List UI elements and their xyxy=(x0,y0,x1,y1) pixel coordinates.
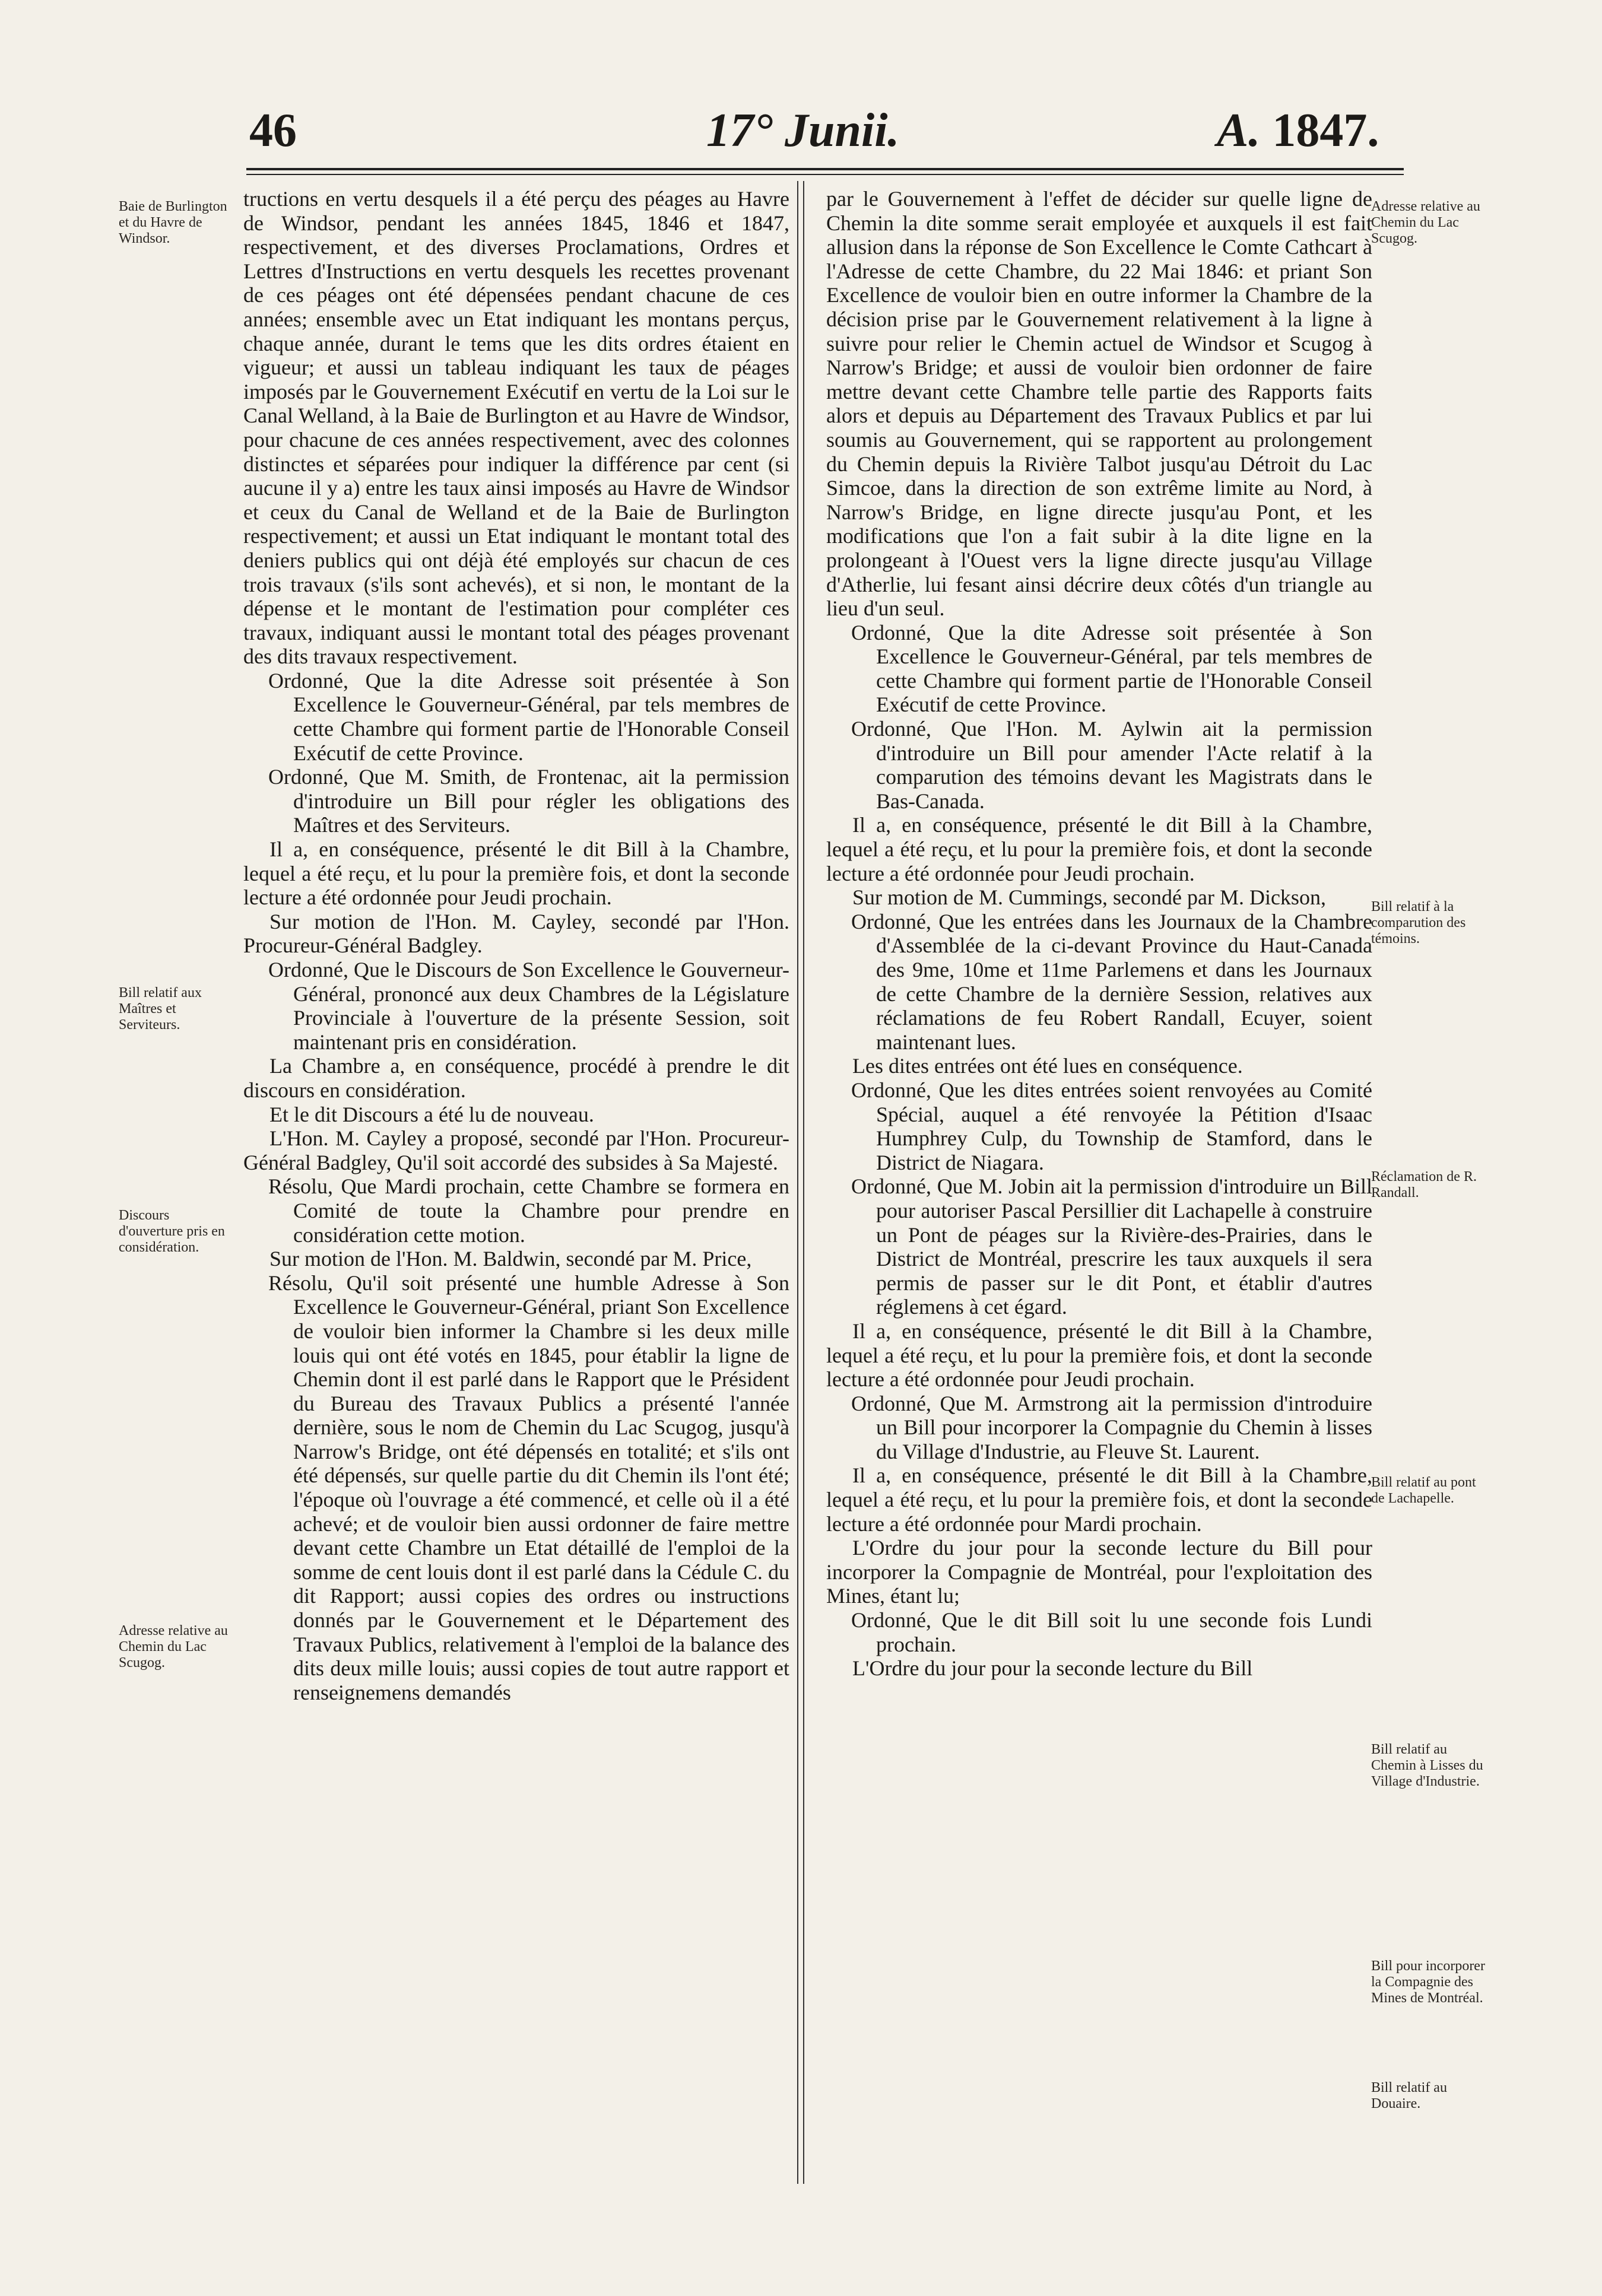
page-date: 17° Junii. xyxy=(706,104,900,157)
paragraph: Il a, en conséquence, présenté le dit Bill à la Chambre, lequel a été reçu, et lu pour la première fois, et dont la seconde lecture a été ordonnée pour Jeudi prochain. xyxy=(826,1319,1372,1392)
paragraph: Sur motion de l'Hon. M. Baldwin, secondé par M. Price, xyxy=(269,1247,752,1271)
column-divider-right xyxy=(803,181,804,2184)
paragraph: Et le dit Discours a été lu de nouveau. xyxy=(269,1102,594,1126)
left-column xyxy=(243,187,789,1704)
margin-note-right: Bill relatif au Chemin à Lisses du Village d'Industrie. xyxy=(1371,1742,1483,1789)
margin-note-right: Bill relatif à la comparution des témoins. xyxy=(1371,899,1466,947)
paragraph: Ordonné, Que le dit Bill soit lu une seconde fois Lundi prochain. xyxy=(851,1608,1372,1656)
paragraph: L'Hon. M. Cayley a proposé, secondé par l'Hon. Procureur-Général Badgley, Qu'il soit accordé des subsides à Sa Majesté. xyxy=(243,1126,789,1174)
margin-note-right: Adresse relative au Chemin du Lac Scugog. xyxy=(1371,199,1480,246)
page-number: 46 xyxy=(249,104,297,157)
margin-note-left: Baie de Burlington et du Havre de Windsor. xyxy=(119,199,227,246)
page-year xyxy=(1217,104,1379,158)
column-divider-left xyxy=(797,181,798,2184)
paragraph: Ordonné, Que la dite Adresse soit présentée à Son Excellence le Gouverneur-Général, par tels membres de cette Chambre qui forment partie de l'Honorable Conseil Exécutif de cette Province. xyxy=(851,620,1372,717)
paragraph: Il a, en conséquence, présenté le dit Bill à la Chambre, lequel a été reçu, et lu pour la première fois, et dont la seconde lecture a été ordonnée pour Jeudi prochain. xyxy=(243,837,789,910)
margin-note-right: Bill pour incorporer la Compagnie des Mines de Montréal. xyxy=(1371,1958,1485,2006)
paragraph: Ordonné, Que M. Armstrong ait la permission d'introduire un Bill pour incorporer la Compagnie du Chemin à lisses du Village d'Industrie, au Fleuve St. Laurent. xyxy=(851,1391,1372,1463)
paragraph: Ordonné, Que la dite Adresse soit présentée à Son Excellence le Gouverneur-Général, par tels membres de cette Chambre qui forment partie de l'Honorable Conseil Exécutif de cette Province. xyxy=(268,668,789,765)
right-column xyxy=(826,187,1372,1681)
paragraph: Ordonné, Que M. Smith, de Frontenac, ait la permission d'introduire un Bill pour régler les obligations des Maîtres et des Serviteurs. xyxy=(268,765,789,837)
margin-note-right: Bill relatif au Douaire. xyxy=(1371,2080,1447,2111)
paragraph: Résolu, Que Mardi prochain, cette Chambre se formera en Comité de toute la Chambre pour prendre en considération cette motion. xyxy=(268,1174,789,1247)
margin-note-left: Adresse relative au Chemin du Lac Scugog. xyxy=(119,1623,228,1671)
paragraph: Ordonné, Que M. Jobin ait la permission d'introduire un Bill pour autoriser Pascal Persillier dit Lachapelle à construire un Pont de péages sur la Rivière-des-Prairies, dans le District de Montréal, prescrire les taux auxquels il sera permis de passer sur le dit Pont, et établir d'autres réglemens à cet égard. xyxy=(851,1174,1372,1319)
year-number: 1847. xyxy=(1272,104,1379,157)
paragraph: Il a, en conséquence, présenté le dit Bill à la Chambre, lequel a été reçu, et lu pour la première fois, et dont la seconde lecture a été ordonnée pour Mardi prochain. xyxy=(826,1463,1372,1536)
paragraph: Ordonné, Que le Discours de Son Excellence le Gouverneur-Général, prononcé aux deux Chambres de la Législature Provinciale à l'ouverture de la présente Session, soit maintenant pris en considération. xyxy=(268,958,789,1054)
margin-note-left: Bill relatif aux Maîtres et Serviteurs. xyxy=(119,985,202,1033)
paragraph: Résolu, Qu'il soit présenté une humble Adresse à Son Excellence le Gouverneur-Général, priant Son Excellence de vouloir bien informer la Chambre si les deux mille louis qui ont été votés en 1845, pour établir la ligne de Chemin dont il est parlé dans le Rapport que le Président du Bureau des Travaux Publics a présenté l'année dernière, sous le nom de Chemin du Lac Scugog, jusqu'à Narrow's Bridge, ont été dépensés en totalité; et s'ils ont été dépensés, sur quelle partie du dit Chemin ils l'ont été; l'époque où l'ouvrage a été commencé, et celle où il a été achevé; et de vouloir bien aussi ordonner de faire mettre devant cette Chambre un Etat détaillé de l'emploi de la somme de cent louis dont il est parlé dans la Cédule C. du dit Rapport; aussi copies des ordres ou instructions donnés par le Gouvernement et le Département des Travaux Publics, relativement à l'emploi de la balance des dits deux mille louis; aussi copies de tout autre rapport et renseignemens demandés xyxy=(268,1271,789,1704)
paragraph: Ordonné, Que les dites entrées soient renvoyées au Comité Spécial, auquel a été renvoyée la Pétition d'Isaac Humphrey Culp, du Township de Stamford, dans le District de Niagara. xyxy=(851,1078,1372,1174)
year-prefix: A. xyxy=(1217,104,1261,157)
paragraph: Sur motion de M. Cummings, secondé par M. Dickson, xyxy=(852,885,1326,910)
paragraph: L'Ordre du jour pour la seconde lecture du Bill pour incorporer la Compagnie de Montréal, pour l'exploitation des Mines, étant lu; xyxy=(826,1536,1372,1608)
page-header xyxy=(0,0,1602,178)
paragraph: L'Ordre du jour pour la seconde lecture du Bill xyxy=(852,1656,1253,1681)
margin-note-right: Bill relatif au pont de Lachapelle. xyxy=(1371,1475,1476,1506)
header-rule-thick xyxy=(246,168,1404,170)
header-rule-thin xyxy=(246,174,1404,175)
paragraph: par le Gouvernement à l'effet de décider sur quelle ligne de Chemin la dite somme serait employée et auxquels il est fait allusion dans la réponse de Son Excellence le Comte Cathcart à l'Adresse de cette Chambre, du 22 Mai 1846: et priant Son Excellence de vouloir bien en outre informer la Chambre de la décision prise par le Gouvernement relativement à la ligne à suivre pour relier le Chemin actuel de Windsor et Scugog à Narrow's Bridge; et aussi de vouloir bien ordonner de faire mettre devant cette Chambre telle partie des Rapports faits alors et depuis au Département des Travaux Publics et par lui soumis au Gouvernement, qui se rapportent au prolongement du Chemin depuis la Rivière Talbot jusqu'au Détroit du Lac Simcoe, dans la direction de son extrême limite au Nord, à Narrow's Bridge, en ligne directe jusqu'au Pont, et les modifications que l'on a fait subir à la dite ligne en la prolongeant à l'Ouest vers la ligne directe jusqu'au Village d'Atherlie, lui fesant ainsi décrire deux côtés d'un triangle au lieu d'un seul. xyxy=(826,187,1372,621)
paragraph: Il a, en conséquence, présenté le dit Bill à la Chambre, lequel a été reçu, et lu pour la première fois, et dont la seconde lecture a été ordonnée pour Jeudi prochain. xyxy=(826,813,1372,885)
paragraph: Sur motion de l'Hon. M. Cayley, secondé par l'Hon. Procureur-Général Badgley. xyxy=(243,909,789,958)
paragraph: tructions en vertu desquels il a été perçu des péages au Havre de Windsor, pendant les années 1845, 1846 et 1847, respectivement, et des diverses Proclamations, Ordres et Lettres d'Instructions en vertu desquels les recettes provenant de ces péages ont été dépensées pendant chacune de ces années; ensemble avec un Etat indiquant les montans perçus, chaque année, durant le tems que les dits ordres étaient en vigueur; et aussi un tableau indiquant les taux de péages imposés par le Gouvernement Exécutif en vertu de la Loi sur le Canal Welland, à la Baie de Burlington et au Havre de Windsor, pour chacune de ces années respectivement, avec des colonnes distinctes et séparées pour indiquer la différence par cent (si aucune il y a) entre les taux ainsi imposés au Havre de Windsor et ceux du Canal de Welland et de la Baie de Burlington respectivement; et aussi un Etat indiquant le montant total des deniers publics qui ont déjà été employés sur chacun de ces trois travaux (s'ils sont achevés), et si non, le montant de la dépense et le montant de l'estimation pour compléter ces travaux, indiquant aussi le montant total des péages provenant des dits travaux respectivement. xyxy=(243,187,789,669)
paragraph: Les dites entrées ont été lues en conséquence. xyxy=(852,1054,1243,1078)
paragraph: Ordonné, Que les entrées dans les Journaux de la Chambre d'Assemblée de la ci-devant Province du Haut-Canada des 9me, 10me et 11me Parlemens et dans les Journaux de cette Chambre de la dernière Session, relatives aux réclamations de feu Robert Randall, Ecuyer, soient maintenant lues. xyxy=(851,909,1372,1054)
paragraph: La Chambre a, en conséquence, procédé à prendre le dit discours en considération. xyxy=(243,1054,789,1102)
paragraph: Ordonné, Que l'Hon. M. Aylwin ait la permission d'introduire un Bill pour amender l'Acte relatif à la comparution des témoins devant les Magistrats dans le Bas-Canada. xyxy=(851,717,1372,813)
margin-note-left: Discours d'ouverture pris en considération. xyxy=(119,1208,225,1255)
margin-note-right: Réclamation de R. Randall. xyxy=(1371,1169,1477,1201)
